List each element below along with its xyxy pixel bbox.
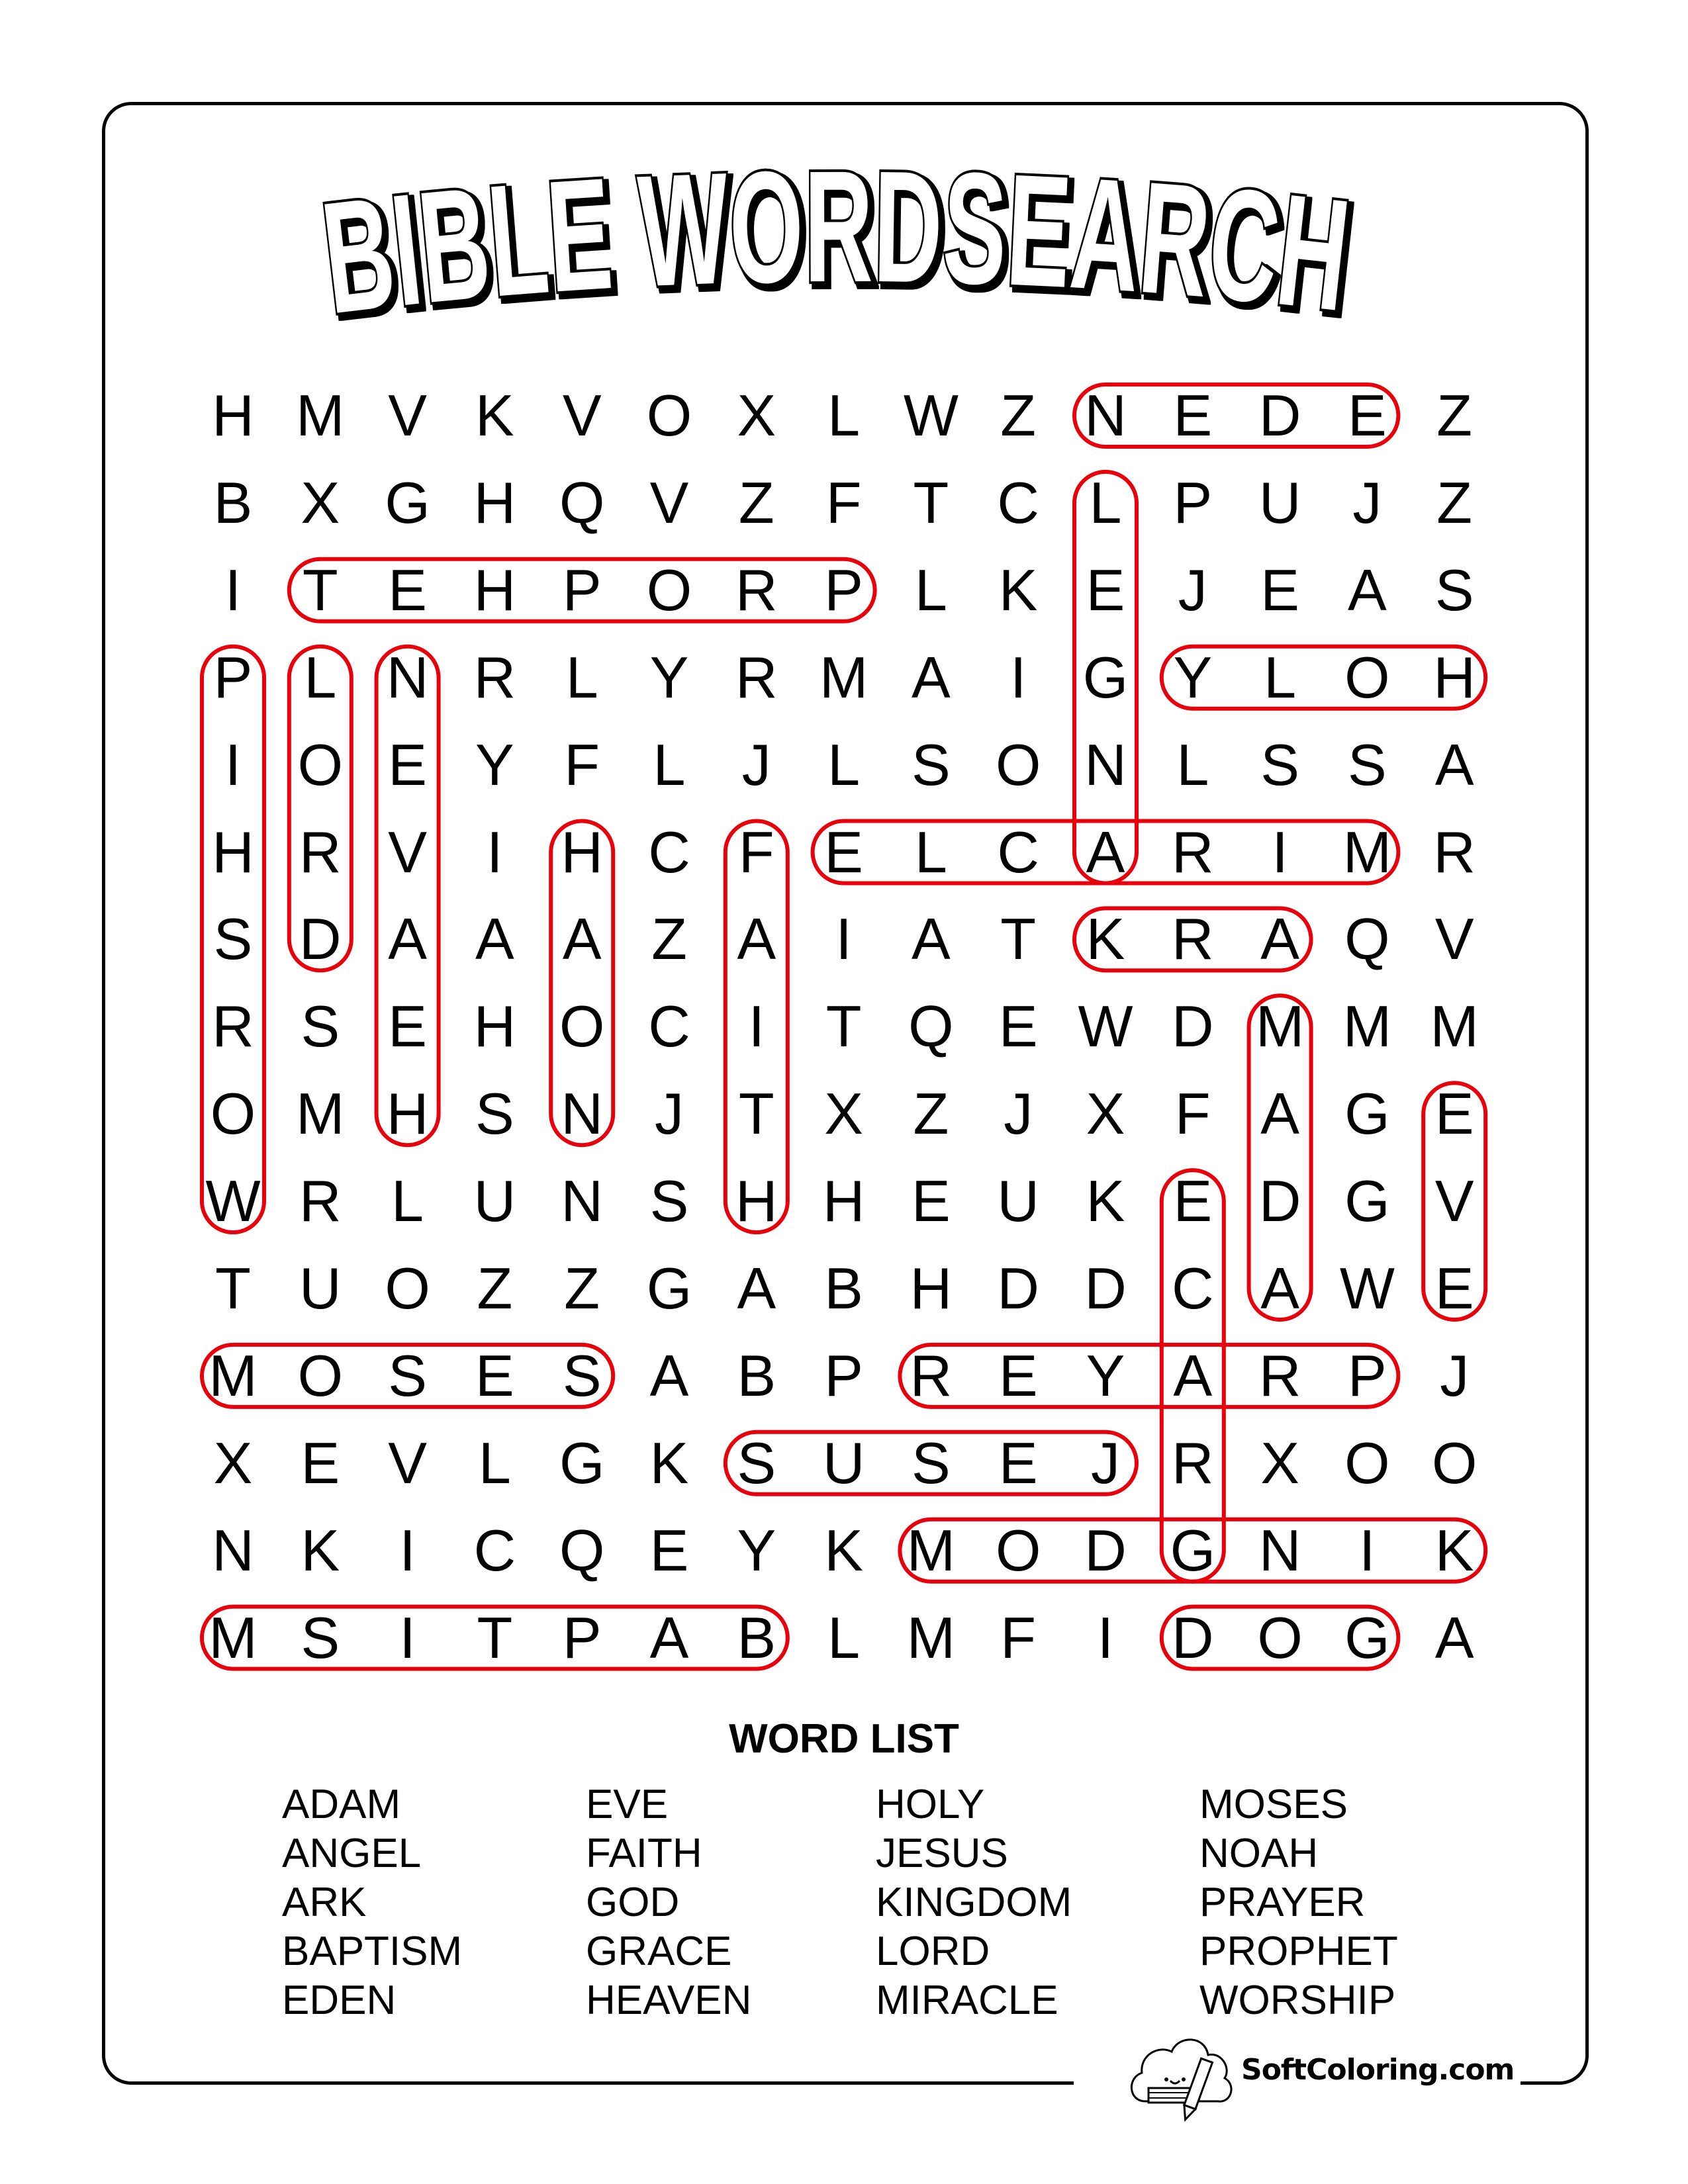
grid-cell[interactable]: A — [1260, 1081, 1299, 1147]
grid-cell[interactable]: Z — [913, 1081, 949, 1147]
grid-cell[interactable]: C — [473, 1517, 516, 1583]
grid-cell[interactable]: S — [1434, 557, 1474, 623]
word-list-column — [1199, 1780, 1398, 2025]
grid-cell[interactable]: N — [561, 1168, 603, 1234]
grid-cell[interactable]: M — [1342, 993, 1392, 1060]
grid-cell[interactable]: R — [212, 993, 254, 1060]
word-list-column — [282, 1780, 462, 2025]
grid-cell[interactable]: O — [646, 383, 692, 448]
grid-cell[interactable]: D — [1084, 1517, 1127, 1583]
grid-cell[interactable]: X — [824, 1081, 863, 1147]
word-list-item: ARK — [282, 1880, 367, 1925]
grid-cell[interactable]: Z — [1436, 469, 1473, 535]
grid-cell[interactable]: P — [1348, 1342, 1387, 1408]
grid-cell[interactable]: S — [912, 731, 951, 797]
grid-cell[interactable]: A — [1086, 819, 1125, 885]
grid-cell[interactable]: Y — [1173, 644, 1213, 710]
grid-cell[interactable]: Q — [908, 993, 954, 1060]
grid-cell[interactable]: F — [1174, 1081, 1211, 1147]
grid-cell[interactable]: E — [998, 1342, 1038, 1408]
grid-cell[interactable]: I — [224, 557, 242, 623]
grid-cell[interactable]: O — [646, 557, 692, 623]
grid-cell[interactable]: G — [1344, 1168, 1390, 1234]
grid-cell[interactable]: N — [1258, 1517, 1301, 1583]
grid-cell[interactable]: K — [1434, 1517, 1474, 1583]
grid-cell[interactable]: E — [1434, 1081, 1474, 1147]
grid-cell[interactable]: I — [835, 906, 852, 972]
word-list-item: HOLY — [876, 1782, 985, 1827]
grid-cell[interactable]: R — [910, 1342, 953, 1408]
grid-cell[interactable]: V — [1434, 1168, 1474, 1234]
grid-cell[interactable]: C — [997, 469, 1039, 535]
grid-cell[interactable]: H — [386, 1081, 429, 1147]
grid-cell[interactable]: Z — [1436, 383, 1473, 448]
grid-cell[interactable]: E — [1348, 383, 1387, 448]
grid-cell[interactable]: L — [391, 1168, 424, 1234]
grid-cell[interactable]: L — [1089, 469, 1122, 535]
grid-cell[interactable]: M — [1255, 993, 1305, 1060]
grid-cell[interactable]: O — [1344, 644, 1390, 710]
grid-cell[interactable]: F — [825, 469, 862, 535]
grid-cell[interactable]: A — [1348, 557, 1387, 623]
grid-cell[interactable]: H — [1433, 644, 1476, 710]
grid-cell[interactable]: T — [302, 557, 338, 623]
grid-cell[interactable]: K — [475, 383, 514, 448]
grid-cell[interactable]: S — [562, 1342, 602, 1408]
grid-cell[interactable]: G — [1170, 1517, 1216, 1583]
grid-cell[interactable]: O — [995, 1517, 1041, 1583]
grid-cell[interactable]: L — [653, 731, 686, 797]
title-text-path: BIBLE WORDSEARCH — [314, 136, 1403, 350]
grid-cell[interactable]: Y — [1086, 1342, 1125, 1408]
grid-cell[interactable]: I — [224, 731, 242, 797]
grid-cell[interactable]: E — [649, 1517, 689, 1583]
grid-cell[interactable]: Z — [651, 906, 687, 972]
grid-cell[interactable]: Z — [477, 1255, 513, 1321]
grid-cell[interactable]: N — [1084, 731, 1127, 797]
grid-cell[interactable]: J — [1352, 469, 1382, 535]
grid-cell[interactable]: G — [385, 469, 430, 535]
grid-cell[interactable]: C — [648, 993, 690, 1060]
grid-cell[interactable]: H — [473, 993, 516, 1060]
grid-cell[interactable]: A — [475, 906, 514, 972]
grid-cell[interactable]: E — [1173, 1168, 1213, 1234]
word-list-item: EDEN — [282, 1978, 397, 2023]
grid-cell[interactable]: P — [562, 1604, 602, 1670]
grid-cell[interactable]: H — [910, 1255, 953, 1321]
grid-cell[interactable]: A — [649, 1342, 689, 1408]
grid-cell[interactable]: E — [824, 819, 863, 885]
grid-cell[interactable]: L — [1176, 731, 1209, 797]
grid-cell[interactable]: V — [388, 383, 427, 448]
grid-cell[interactable]: X — [737, 383, 776, 448]
grid-cell[interactable]: M — [906, 1604, 956, 1670]
brand-name[interactable]: SoftColoring.com — [1241, 2053, 1515, 2087]
grid-cell[interactable]: X — [1086, 1081, 1125, 1147]
grid-cell[interactable]: E — [388, 731, 427, 797]
word-list-item: WORSHIP — [1199, 1978, 1396, 2023]
grid-cell[interactable]: G — [1344, 1604, 1390, 1670]
grid-cell[interactable]: S — [912, 1430, 951, 1496]
word-list-item: HEAVEN — [586, 1978, 752, 2023]
grid-cell[interactable]: V — [388, 819, 427, 885]
grid-cell[interactable]: V — [649, 469, 689, 535]
grid-cell[interactable]: J — [741, 731, 771, 797]
grid-cell[interactable]: W — [1078, 993, 1133, 1060]
cloud-pencil-icon — [1125, 2032, 1238, 2124]
grid-cell[interactable]: J — [1440, 1342, 1470, 1408]
grid-cell[interactable]: S — [213, 906, 253, 972]
grid-cell[interactable]: L — [914, 557, 947, 623]
grid-cell[interactable]: R — [1258, 1342, 1301, 1408]
grid-cell[interactable]: M — [1430, 993, 1479, 1060]
grid-cell[interactable]: M — [819, 644, 868, 710]
grid-cell[interactable]: I — [1009, 644, 1027, 710]
grid-cell[interactable]: C — [997, 819, 1039, 885]
grid-cell[interactable]: P — [824, 557, 863, 623]
grid-cell[interactable]: U — [473, 1168, 516, 1234]
grid-cell[interactable]: K — [998, 557, 1038, 623]
grid-cell[interactable]: S — [475, 1081, 514, 1147]
grid-cell[interactable]: J — [1004, 1081, 1033, 1147]
grid-cell[interactable]: W — [903, 383, 959, 448]
grid-cell[interactable]: M — [209, 1604, 258, 1670]
grid-cell[interactable]: E — [475, 1342, 514, 1408]
grid-cell[interactable]: R — [1172, 1430, 1214, 1496]
grid-cell[interactable]: O — [297, 731, 344, 797]
grid-cell[interactable]: D — [1172, 993, 1214, 1060]
grid-cell[interactable]: R — [473, 644, 516, 710]
grid-cell[interactable]: T — [215, 1255, 251, 1321]
grid-cell[interactable]: B — [824, 1255, 863, 1321]
word-list-item: GOD — [586, 1880, 680, 1925]
grid-cell[interactable]: Z — [738, 469, 774, 535]
grid-cell[interactable]: A — [1434, 731, 1474, 797]
grid-cell[interactable]: L — [1264, 644, 1297, 710]
word-list-item: EVE — [586, 1782, 669, 1827]
grid-cell[interactable]: O — [1257, 1604, 1303, 1670]
grid-cell[interactable]: Z — [1000, 383, 1037, 448]
grid-cell[interactable]: I — [399, 1604, 416, 1670]
word-list-item: NOAH — [1199, 1831, 1319, 1876]
grid-cell[interactable]: I — [748, 993, 765, 1060]
grid-cell[interactable]: S — [301, 993, 340, 1060]
grid-cell[interactable]: I — [1359, 1517, 1376, 1583]
grid-cell[interactable]: B — [737, 1604, 776, 1670]
grid-cell[interactable]: L — [565, 644, 598, 710]
grid-cell[interactable]: A — [649, 1604, 689, 1670]
grid-cell[interactable]: S — [301, 1604, 340, 1670]
grid-cell[interactable]: S — [1348, 731, 1387, 797]
word-list-item: ANGEL — [282, 1831, 422, 1876]
grid-cell[interactable]: O — [995, 731, 1041, 797]
grid-cell[interactable]: A — [1173, 1342, 1213, 1408]
word-list-column — [876, 1780, 1072, 2025]
grid-cell[interactable]: R — [735, 644, 778, 710]
grid-cell[interactable]: A — [1260, 906, 1299, 972]
grid-cell[interactable]: D — [1258, 383, 1301, 448]
grid-cell[interactable]: Q — [1344, 906, 1390, 972]
word-list-column — [586, 1780, 751, 2025]
grid-cell[interactable]: G — [646, 1255, 692, 1321]
grid-cell[interactable]: E — [388, 993, 427, 1060]
grid-cell[interactable]: G — [1082, 644, 1129, 710]
grid-cell[interactable]: R — [299, 819, 342, 885]
brand-logo — [1125, 2032, 1515, 2124]
grid-cell[interactable]: E — [301, 1430, 340, 1496]
grid-cell[interactable]: X — [1260, 1430, 1299, 1496]
grid-cell[interactable]: J — [655, 1081, 684, 1147]
grid-cell[interactable]: U — [1258, 469, 1301, 535]
grid-cell[interactable]: P — [562, 557, 602, 623]
grid-cell[interactable]: Y — [737, 1517, 776, 1583]
word-list-item: JESUS — [876, 1831, 1008, 1876]
grid-cell[interactable]: N — [561, 1081, 603, 1147]
grid-cell[interactable]: I — [1272, 819, 1288, 885]
grid-cell[interactable]: K — [1086, 1168, 1125, 1234]
grid-cell[interactable]: E — [998, 1430, 1038, 1496]
grid-cell[interactable]: T — [825, 993, 862, 1060]
grid-cell[interactable]: M — [296, 1081, 345, 1147]
grid-cell[interactable]: G — [559, 1430, 605, 1496]
grid-cell[interactable]: R — [1433, 819, 1476, 885]
word-list-item: BAPTISM — [282, 1929, 463, 1974]
word-list-item: FAITH — [586, 1831, 702, 1876]
grid-cell[interactable]: Q — [559, 1517, 605, 1583]
grid-cell[interactable]: L — [827, 1604, 861, 1670]
grid-cell[interactable]: D — [299, 906, 342, 972]
grid-cell[interactable]: P — [213, 644, 253, 710]
grid-cell[interactable]: R — [735, 557, 778, 623]
grid-cell[interactable]: I — [487, 819, 503, 885]
grid-cell[interactable]: A — [388, 906, 427, 972]
grid-cell[interactable]: G — [1344, 1081, 1390, 1147]
grid-cell[interactable]: F — [564, 731, 600, 797]
grid-cell[interactable]: K — [301, 1517, 340, 1583]
grid-cell[interactable]: P — [824, 1342, 863, 1408]
grid-cell[interactable]: Y — [649, 644, 689, 710]
grid-cell[interactable]: K — [1086, 906, 1125, 972]
grid-cell[interactable]: T — [1000, 906, 1037, 972]
grid-cell[interactable]: A — [1260, 1255, 1299, 1321]
grid-cell[interactable]: H — [561, 819, 603, 885]
answer-highlight-prayer — [900, 1345, 1398, 1407]
grid-cell[interactable]: L — [478, 1430, 511, 1496]
grid-cell[interactable]: X — [213, 1430, 253, 1496]
grid-cell[interactable]: N — [212, 1517, 254, 1583]
grid-cell[interactable]: H — [473, 557, 516, 623]
word-list-item: ADAM — [282, 1782, 401, 1827]
grid-cell[interactable]: O — [210, 1081, 256, 1147]
grid-cell[interactable]: L — [827, 383, 861, 448]
grid-cell[interactable]: E — [388, 557, 427, 623]
grid-cell[interactable]: I — [399, 1517, 416, 1583]
grid-cell[interactable]: E — [912, 1168, 951, 1234]
grid-cell[interactable]: H — [473, 469, 516, 535]
grid-cell[interactable]: V — [562, 383, 602, 448]
grid-cell[interactable]: M — [906, 1517, 956, 1583]
word-list-heading: WORD LIST — [729, 1716, 959, 1762]
grid-cell[interactable]: D — [1258, 1168, 1301, 1234]
grid-cell[interactable]: M — [209, 1342, 258, 1408]
grid-cell[interactable]: M — [296, 383, 345, 448]
grid-cell[interactable]: T — [477, 1604, 513, 1670]
grid-cell[interactable]: U — [299, 1255, 342, 1321]
grid-cell[interactable]: P — [1173, 469, 1213, 535]
grid-cell[interactable]: T — [738, 1081, 774, 1147]
grid-cell[interactable]: H — [212, 383, 254, 448]
grid-cell[interactable]: F — [1000, 1604, 1037, 1670]
grid-cell[interactable]: K — [824, 1517, 863, 1583]
answer-highlight-heaven — [377, 647, 439, 1145]
grid-cell[interactable]: Z — [564, 1255, 600, 1321]
grid-cell[interactable]: I — [1097, 1604, 1114, 1670]
grid-cell[interactable]: V — [1434, 906, 1474, 972]
grid-cell[interactable]: N — [1084, 383, 1127, 448]
grid-cell[interactable]: O — [1431, 1430, 1477, 1496]
word-list-item: MOSES — [1199, 1782, 1348, 1827]
grid-cell[interactable]: S — [388, 1342, 427, 1408]
word-list-item: MIRACLE — [876, 1978, 1058, 2023]
grid-cell[interactable]: E — [1173, 383, 1213, 448]
word-list-item: PRAYER — [1199, 1880, 1366, 1925]
grid-cell[interactable]: H — [735, 1168, 778, 1234]
grid-cell[interactable]: E — [1086, 557, 1125, 623]
grid-cell[interactable]: E — [998, 993, 1038, 1060]
grid-cell[interactable]: L — [827, 731, 861, 797]
grid-cell[interactable]: L — [914, 819, 947, 885]
word-list-item: KINGDOM — [876, 1880, 1072, 1925]
grid-cell[interactable]: D — [997, 1255, 1039, 1321]
grid-cell[interactable]: S — [1260, 731, 1299, 797]
grid-cell[interactable]: O — [297, 1342, 344, 1408]
grid-cell[interactable]: X — [301, 469, 340, 535]
grid-cell[interactable]: O — [559, 993, 605, 1060]
grid-cell[interactable]: H — [212, 819, 254, 885]
grid-cell[interactable]: R — [1172, 819, 1214, 885]
grid-cell[interactable]: B — [737, 1342, 776, 1408]
grid-cell[interactable]: U — [997, 1168, 1039, 1234]
grid-cell[interactable]: V — [388, 1430, 427, 1496]
grid-cell[interactable]: Y — [475, 731, 514, 797]
grid-cell[interactable]: C — [648, 819, 690, 885]
grid-cell[interactable]: D — [1172, 1604, 1214, 1670]
grid-cell[interactable]: C — [1172, 1255, 1214, 1321]
grid-cell[interactable]: F — [738, 819, 774, 885]
grid-cell[interactable]: R — [299, 1168, 342, 1234]
grid-cell[interactable]: H — [822, 1168, 865, 1234]
grid-cell[interactable]: S — [737, 1430, 776, 1496]
grid-cell[interactable]: A — [737, 906, 776, 972]
grid-cell[interactable]: O — [385, 1255, 430, 1321]
grid-cell[interactable]: D — [1084, 1255, 1127, 1321]
grid-cell[interactable]: A — [912, 906, 951, 972]
grid-cell[interactable]: J — [1091, 1430, 1120, 1496]
grid-cell[interactable]: K — [649, 1430, 689, 1496]
grid-cell[interactable]: M — [1342, 819, 1392, 885]
word-list-item: PROPHET — [1199, 1929, 1398, 1974]
grid-cell[interactable]: A — [562, 906, 602, 972]
grid-cell[interactable]: U — [822, 1430, 865, 1496]
word-list-item: GRACE — [586, 1929, 732, 1974]
grid-cell[interactable]: A — [912, 644, 951, 710]
word-list-item: LORD — [876, 1929, 990, 1974]
grid-cell[interactable]: T — [913, 469, 949, 535]
grid-cell[interactable]: B — [213, 469, 253, 535]
grid-cell[interactable]: A — [737, 1255, 776, 1321]
grid-cell[interactable]: L — [304, 644, 337, 710]
grid-cell[interactable]: E — [1434, 1255, 1474, 1321]
grid-cell[interactable]: Q — [559, 469, 605, 535]
grid-cell[interactable]: A — [1434, 1604, 1474, 1670]
grid-cell[interactable]: R — [1172, 906, 1214, 972]
grid-cell[interactable]: W — [205, 1168, 261, 1234]
grid-cell[interactable]: S — [649, 1168, 689, 1234]
grid-cell[interactable]: J — [1178, 557, 1207, 623]
grid-cell[interactable]: N — [386, 644, 429, 710]
grid-cell[interactable]: O — [1344, 1430, 1390, 1496]
grid-cell[interactable]: W — [1339, 1255, 1395, 1321]
grid-cell[interactable]: E — [1260, 557, 1299, 623]
